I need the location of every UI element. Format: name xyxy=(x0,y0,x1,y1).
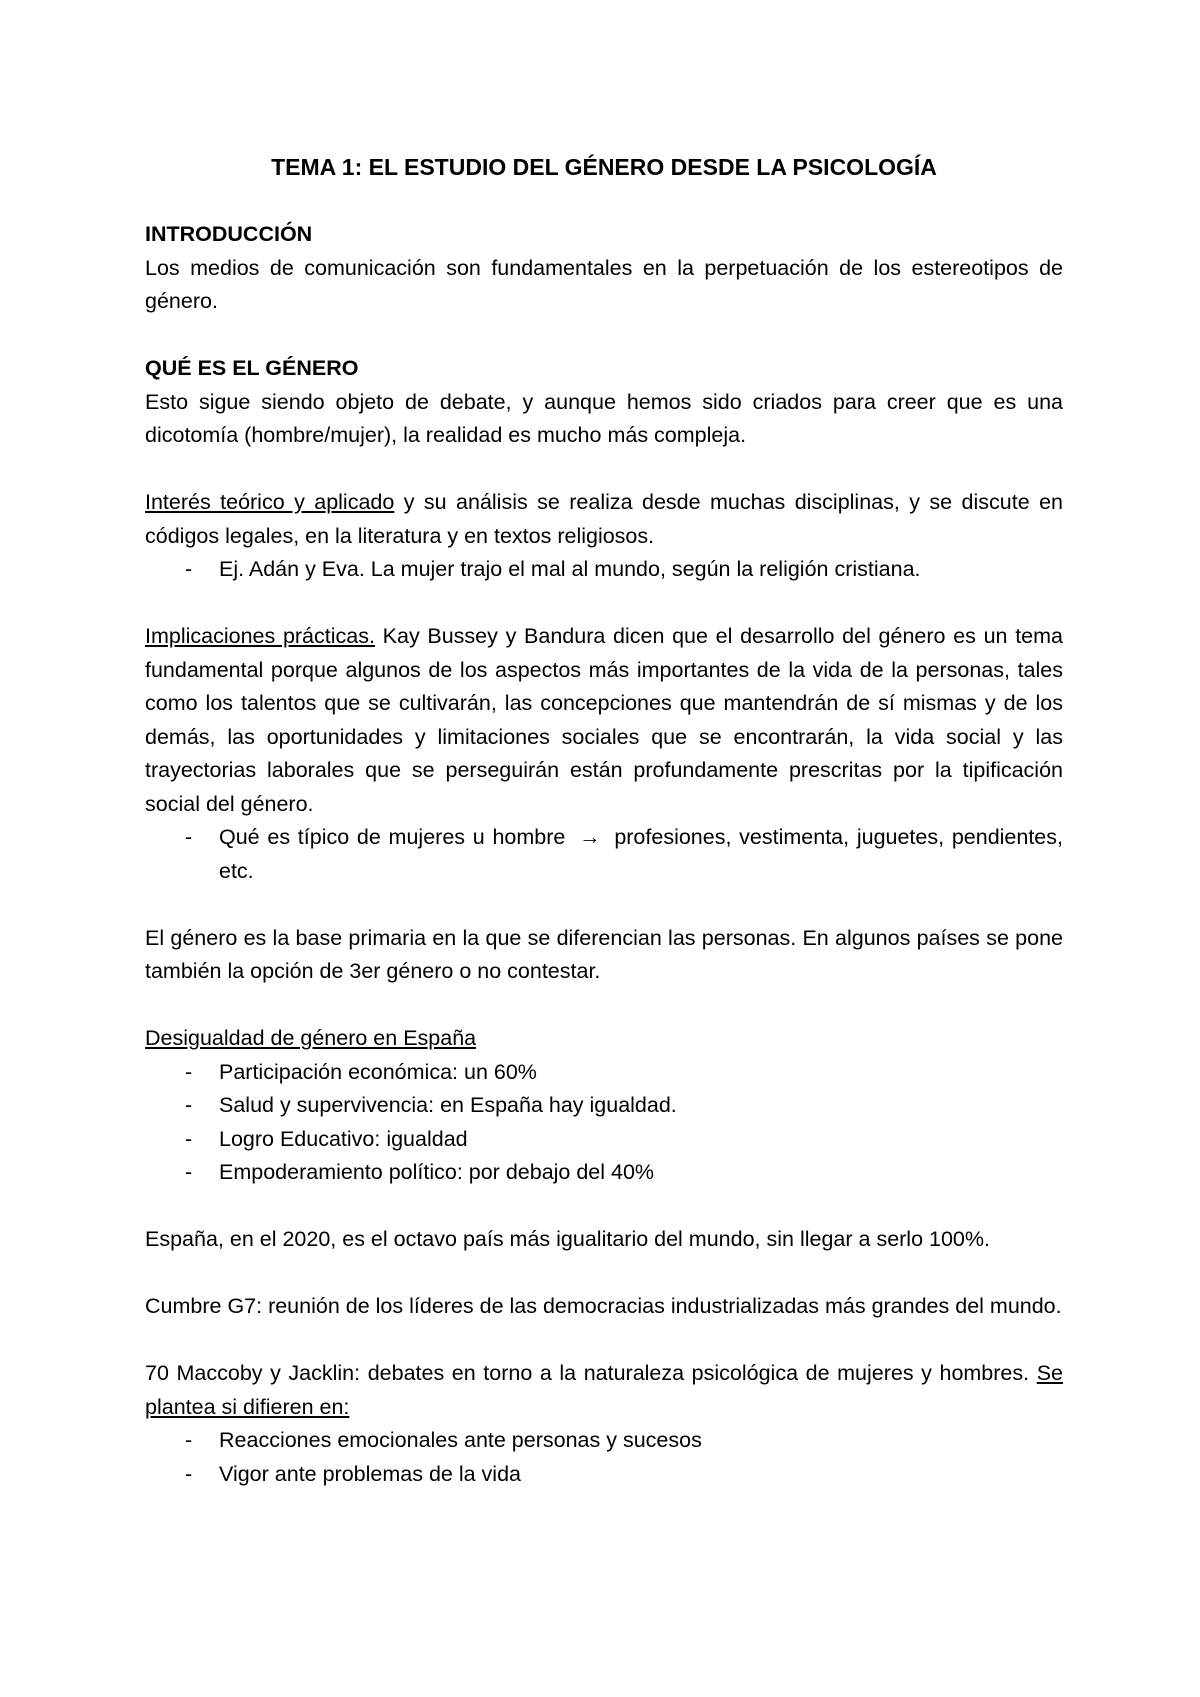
base-primaria-text: El género es la base primaria en la que se diferencian las personas. En algunos países se pone también la opción de 3er género o no contestar. xyxy=(145,925,1063,983)
maccoby-list xyxy=(145,1424,1063,1491)
implicaciones-text: Kay Bussey y Bandura dicen que el desarrollo del género es un tema fundamental porque algunos de los aspectos más importantes de la vida de la personas, tales como los talentos que se cultivarán, las concepciones que mantendrán de sí mismas y de los demás, las oportunidades y limitaciones sociales que se encontrarán, la vida social y las trayectorias laborales que se perseguirán están profundamente prescritas por la tipificación social del género. xyxy=(145,624,1063,816)
list-item: - Reacciones emocionales ante personas y sucesos xyxy=(145,1424,1063,1458)
interes-text: y su análisis se realiza desde muchas disciplinas, y se discute en códigos legales, en la literatura y en textos religiosos. xyxy=(145,490,1063,548)
maccoby-paragraph xyxy=(145,1357,1063,1424)
list-item: - Vigor ante problemas de la vida xyxy=(145,1458,1063,1492)
document-page xyxy=(145,140,1063,1491)
list-item: - Logro Educativo: igualdad xyxy=(145,1123,1063,1157)
interes-list xyxy=(145,553,1063,587)
maccoby-text: 70 Maccoby y Jacklin: debates en torno a la naturaleza psicológica de mujeres y hombres. xyxy=(145,1361,1037,1385)
interes-paragraph xyxy=(145,486,1063,553)
spacer xyxy=(145,989,1063,1023)
interes-label: Interés teórico y aplicado xyxy=(145,490,395,514)
espana-2020-text: España, en el 2020, es el octavo país más igualitario del mundo, sin llegar a serlo 100%. xyxy=(145,1227,990,1251)
spacer xyxy=(145,319,1063,353)
desigualdad-heading: Desigualdad de género en España xyxy=(145,1026,477,1050)
intro-heading: INTRODUCCIÓN xyxy=(145,222,313,246)
bullet-part-b: profesiones, vestimenta, juguetes, pendientes, etc. xyxy=(219,825,1063,883)
implicaciones-list xyxy=(145,821,1063,888)
que-es-text: Esto sigue siendo objeto de debate, y aunque hemos sido criados para creer que es una dicotomía (hombre/mujer), la realidad es mucho más compleja. xyxy=(145,389,1063,447)
maccoby-label: Se plantea si difieren en: xyxy=(145,1361,1063,1419)
list-item: - Empoderamiento político: por debajo del 40% xyxy=(145,1156,1063,1190)
spacer xyxy=(145,1190,1063,1224)
implicaciones-label: Implicaciones prácticas. xyxy=(145,624,375,648)
bullet-part-a: Qué es típico de mujeres u hombre xyxy=(219,825,566,849)
intro-text: Los medios de comunicación son fundamentales en la perpetuación de los estereotipos de género. xyxy=(145,255,1063,313)
list-item: - Salud y supervivencia: en España hay igualdad. xyxy=(145,1089,1063,1123)
spacer xyxy=(145,453,1063,487)
document-title: TEMA 1: EL ESTUDIO DEL GÉNERO DESDE LA PSICOLOGÍA xyxy=(271,154,937,180)
spacer xyxy=(145,1257,1063,1291)
spacer xyxy=(145,888,1063,922)
que-es-heading: QUÉ ES EL GÉNERO xyxy=(145,356,359,380)
list-item: - Participación económica: un 60% xyxy=(145,1056,1063,1090)
desigualdad-list xyxy=(145,1056,1063,1190)
list-item: - Ej. Adán y Eva. La mujer trajo el mal al mundo, según la religión cristiana. xyxy=(145,553,1063,587)
spacer xyxy=(145,1324,1063,1358)
arrow-right-icon: → xyxy=(579,825,601,849)
cumbre-text: Cumbre G7: reunión de los líderes de las democracias industrializadas más grandes del mundo. xyxy=(145,1294,1062,1318)
spacer xyxy=(145,587,1063,621)
implicaciones-paragraph xyxy=(145,620,1063,821)
list-item xyxy=(145,821,1063,888)
